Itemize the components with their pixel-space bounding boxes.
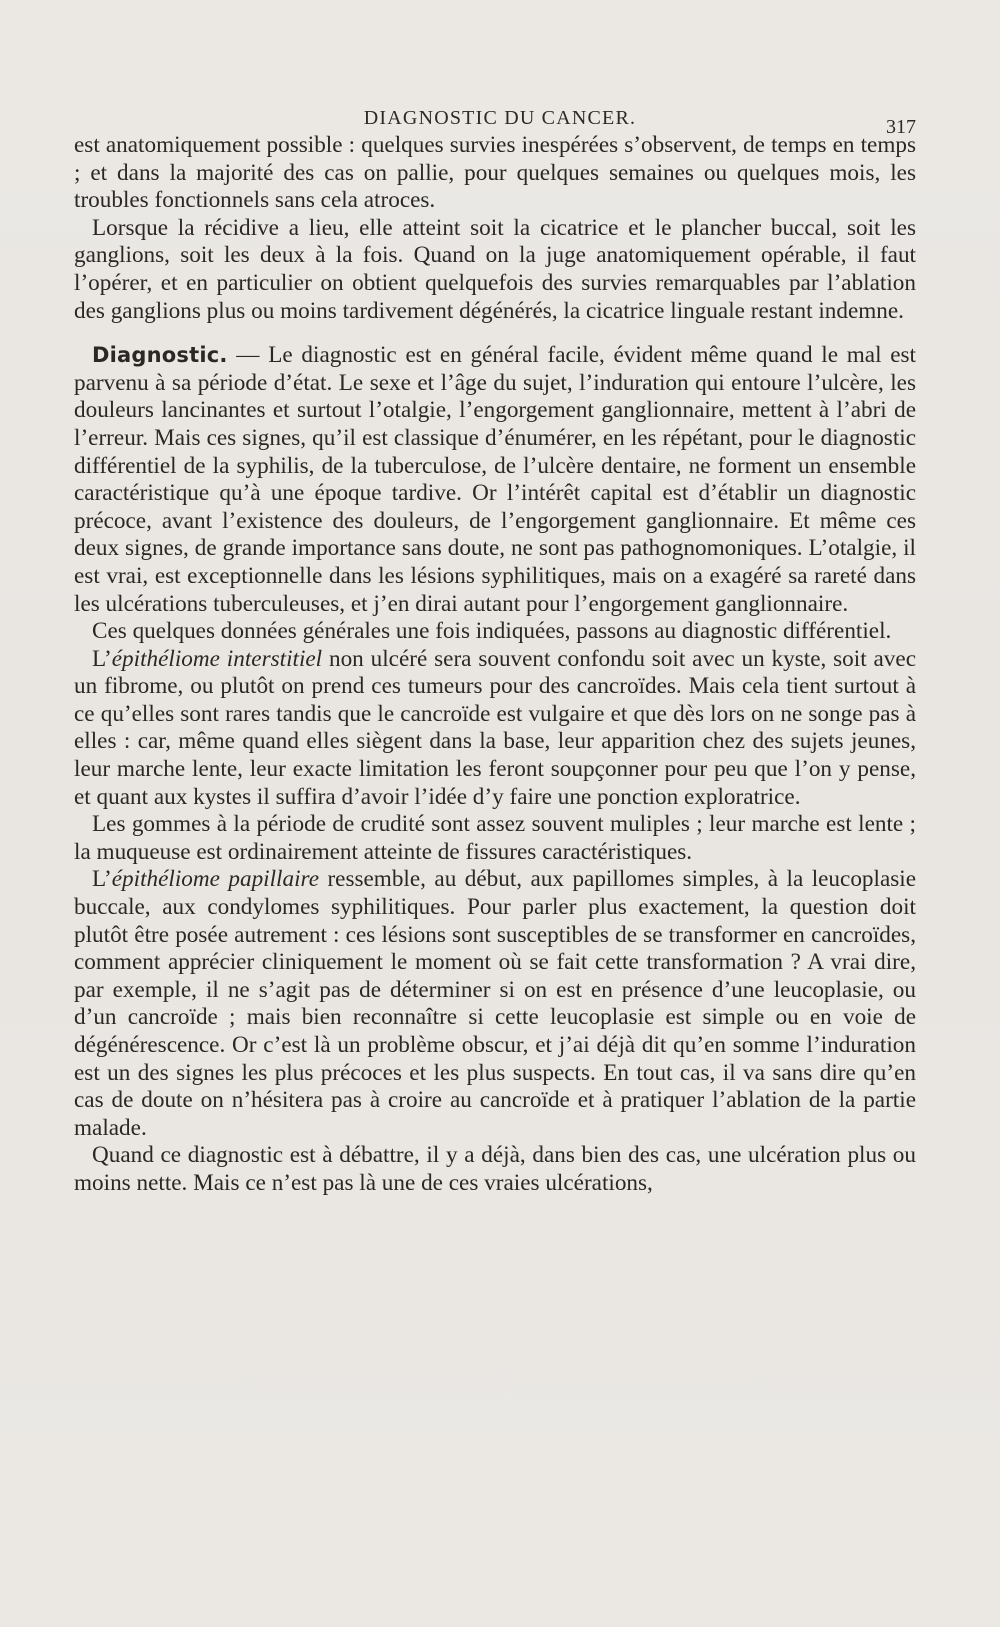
paragraph-prefix: L’ (92, 645, 112, 672)
paragraph: Ces quelques données générales une fois indiquées, passons au diagnostic différentiel. (92, 618, 892, 645)
paragraph-text: — Le diagnostic est en général facile, évident même quand le mal est parvenu à sa période d’état. Le sexe et l’âge du sujet, l’induration qui entoure l’ulcère, les douleurs lancinantes et surtout l’otalgie, l’engorgement ganglionnaire, mettent à l’abri de l’erreur. Mais ces signes, qu’il est classique d’énumérer, en les répétant, pour le diagnostic différentiel de la syphilis, de la tuberculose, de l’ulcère dentaire, ne forment un ensemble caractéristique qu’à une époque tardive. Or l’intérêt capital est d’établir un diagnostic précoce, avant l’existence des douleurs, de l’engorgement ganglionnaire. Et même ces deux signes, de grande importance sans doute, ne sont pas pathognomoniques. L’otalgie, il est vrai, est exceptionnelle dans les lésions syphilitiques, mais on a exagéré sa rareté dans les ulcérations tuberculeuses, et j’en dirai autant pour l’engorgement ganglionnaire. (74, 342, 916, 617)
italic-term: épithéliome papillaire (111, 866, 319, 893)
paragraph: Lorsque la récidive a lieu, elle atteint soit la cicatrice et le plancher buccal, soit les ganglions, soit les deux à la fois. Quand on la juge anatomiquement opérable, il faut l’opérer, et en particulier on obtient quelquefois des survies remarquables par l’ablation des ganglions plus ou moins tardivement dégénérés, la cicatrice linguale restant indemne. (74, 214, 916, 324)
section-heading: Diagnostic. (92, 343, 228, 368)
paragraph: est anatomiquement possible : quelques survies inespérées s’observent, de temps en temps ; et dans la majorité des cas on pallie, pour quelques semaines ou quelques mois, les troubles fonctionnels sans cela atroces. (74, 132, 916, 214)
paragraph-diagnostic (74, 342, 916, 618)
page-number: 317 (886, 116, 916, 138)
italic-term: épithéliome interstitiel (111, 645, 323, 672)
paragraph: Les gommes à la période de crudité sont assez souvent muliples ; leur marche est lente ; la muqueuse est ordinairement atteinte de fissures caractéristiques. (74, 811, 916, 865)
paragraph: Quand ce diagnostic est à débattre, il y a déjà, dans bien des cas, une ulcération plus ou moins nette. Mais ce n’est pas là une de ces vraies ulcérations, (74, 1142, 916, 1196)
paragraph-prefix: L’ (92, 866, 112, 893)
paragraph-interstitiel (74, 646, 916, 812)
running-title: DIAGNOSTIC DU CANCER. (363, 107, 637, 129)
body-text (74, 132, 916, 1198)
paragraph-text: ressemble, au début, aux papillomes simples, à la leucoplasie buccale, aux condylomes syphilitiques. Pour parler plus exactement, la question doit plutôt être posée autrement : ces lésions sont susceptibles de se transformer en cancroïdes, comment apprécier cliniquement le moment où se fait cette transformation ? A vrai dire, par exemple, il ne s’agit pas de déterminer si on est en présence d’une leucoplasie, ou d’un cancroïde ; mais bien reconnaître si cette leucoplasie est simple ou en voie de dégénérescence. Or c’est là un problème obscur, et j’ai déjà dit qu’en somme l’induration est un des signes les plus précoces et les plus suspects. En tout cas, il va sans dire qu’en cas de doute on n’hésitera pas à croire au cancroïde et à pratiquer l’ablation de la partie malade. (74, 866, 916, 1141)
paragraph-papillaire (74, 866, 916, 1142)
paragraph-text: non ulcéré sera souvent confondu soit avec un kyste, soit avec un fibrome, ou plutôt on prend ces tumeurs pour des cancroïdes. Mais cela tient surtout à ce qu’elles sont rares tandis que le cancroïde est vulgaire et que dès lors on ne songe pas à elles : car, même quand elles siègent dans la base, leur apparition chez des sujets jeunes, leur marche lente, leur exacte limitation les feront soupçonner pour peu que l’on y pense, et quant aux kystes il suffira d’avoir l’idée d’y faire une ponction exploratrice. (74, 645, 916, 810)
